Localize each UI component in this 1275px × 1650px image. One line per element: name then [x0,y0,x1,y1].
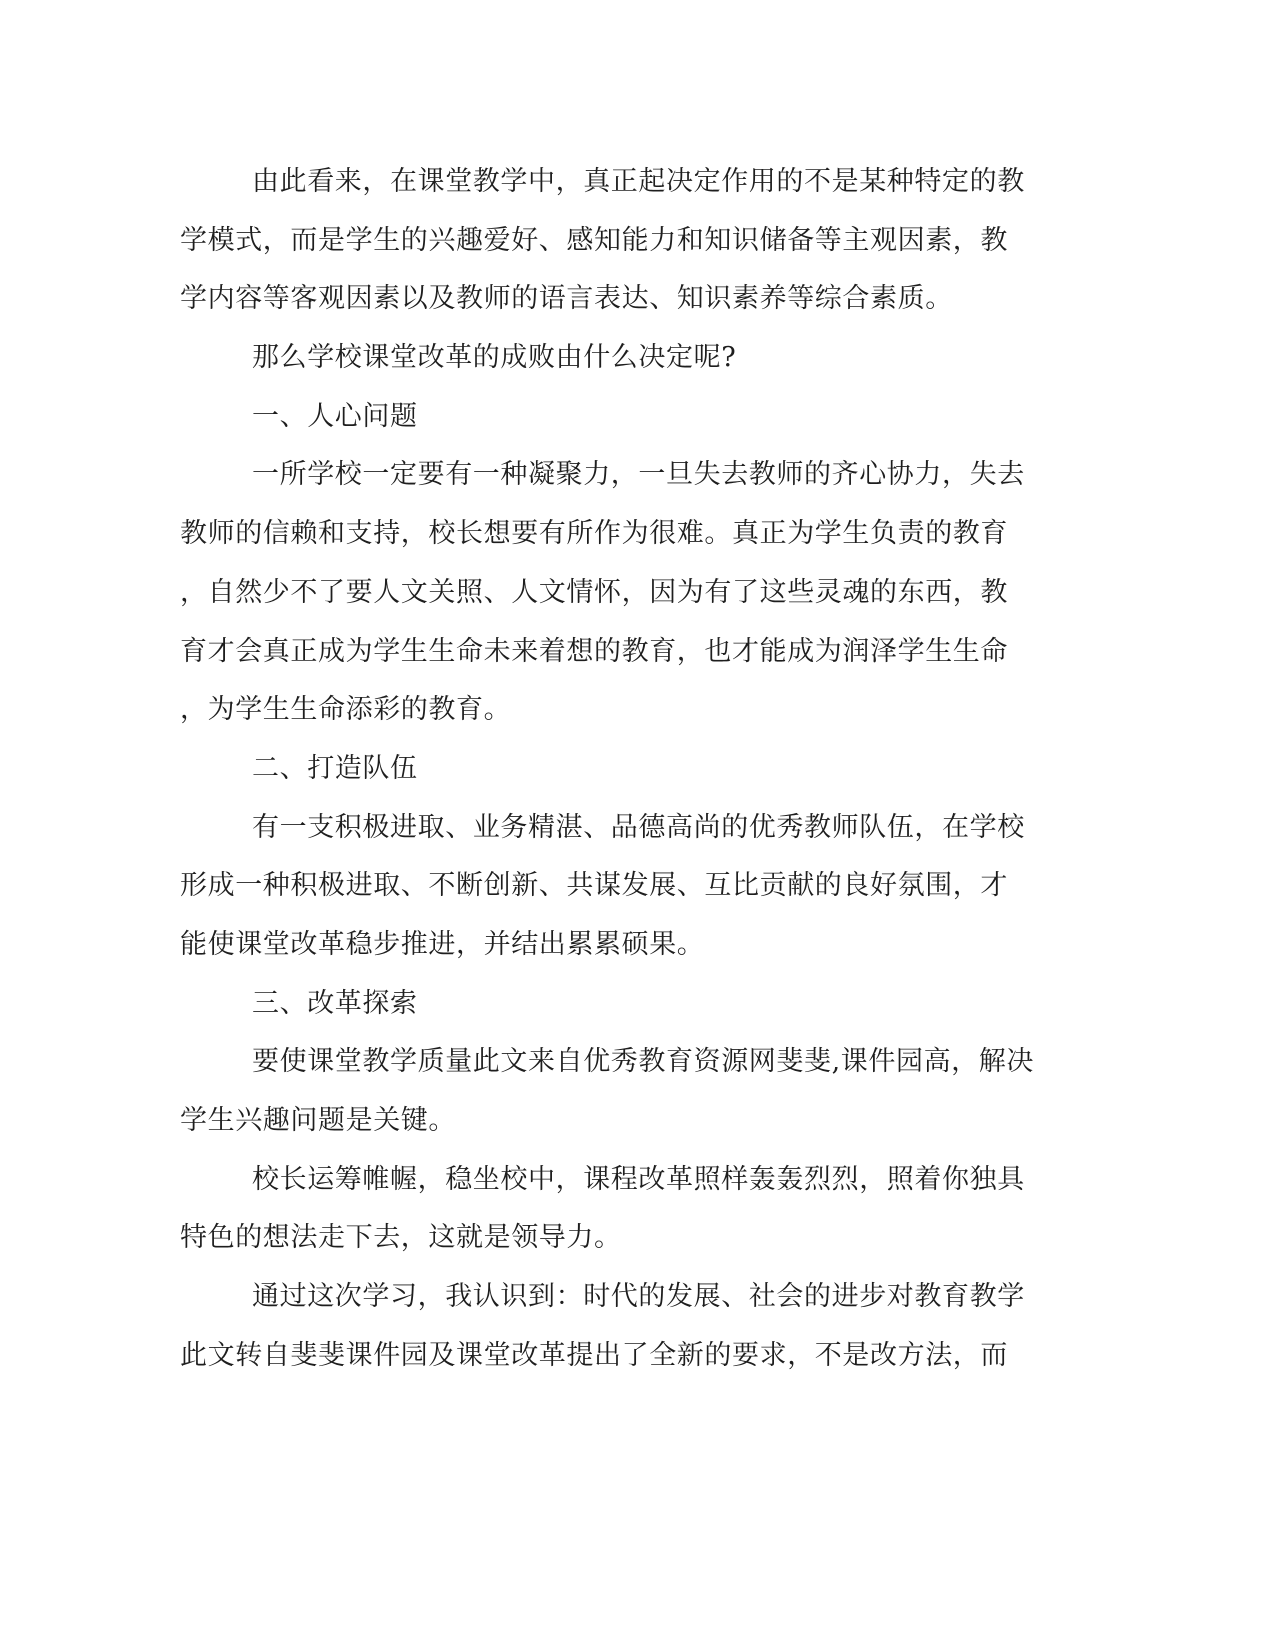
paragraph [180,153,1060,329]
paragraph-line: ，为学生生命添彩的教育。 [180,694,512,726]
paragraph-line: 此文转自斐斐课件园及课堂改革提出了全新的要求，不是改方法，而 [180,1339,1008,1371]
section-heading-text: 三、改革探索 [252,987,418,1019]
paragraph-line: 有一支积极进取、业务精湛、品德高尚的优秀教师队伍，在学校 [252,811,1025,843]
section-heading [180,740,1060,799]
paragraph-line: ，自然少不了要人文关照、人文情怀，因为有了这些灵魂的东西，教 [180,576,1008,608]
document-body [180,153,1060,1385]
paragraph-line: 通过这次学习，我认识到：时代的发展、社会的进步对教育教学 [252,1281,1025,1313]
paragraph-line: 校长运筹帷幄，稳坐校中，课程改革照样轰轰烈烈，照着你独具 [252,1163,1025,1195]
paragraph [180,329,1060,388]
section-heading [180,975,1060,1034]
paragraph-line: 一所学校一定要有一种凝聚力，一旦失去教师的齐心协力，失去 [252,459,1025,491]
paragraph-line: 由此看来，在课堂教学中，真正起决定作用的不是某种特定的教 [252,166,1025,197]
paragraph [180,1033,1060,1150]
paragraph-line: 特色的想法走下去，这就是领导力。 [180,1222,622,1254]
paragraph-line: 能使课堂改革稳步推进，并结出累累硕果。 [180,928,705,960]
paragraph-line: 学生兴趣问题是关键。 [180,1105,456,1136]
paragraph-line: 学内容等客观因素以及教师的语言表达、知识素养等综合素质。 [180,283,953,315]
paragraph-line: 教师的信赖和支持，校长想要有所作为很难。真正为学生负责的教育 [180,518,1008,550]
paragraph-line: 育才会真正成为学生生命未来着想的教育，也才能成为润泽学生生命 [180,635,1008,667]
paragraph [180,799,1060,975]
paragraph [180,1268,1060,1385]
paragraph-line: 学模式，而是学生的兴趣爱好、感知能力和知识储备等主观因素，教 [180,224,1008,256]
paragraph-line: 形成一种积极进取、不断创新、共谋发展、互比贡献的良好氛围，才 [180,870,1008,902]
paragraph-line: 那么学校课堂改革的成败由什么决定呢? [252,342,737,374]
paragraph [180,1151,1060,1268]
section-heading-text: 一、人心问题 [252,400,418,432]
section-heading-text: 二、打造队伍 [252,752,418,784]
paragraph [180,446,1060,739]
section-heading [180,388,1060,447]
paragraph-line: 要使课堂教学质量此文来自优秀教育资源网斐斐,课件园高，解决 [252,1046,1034,1078]
